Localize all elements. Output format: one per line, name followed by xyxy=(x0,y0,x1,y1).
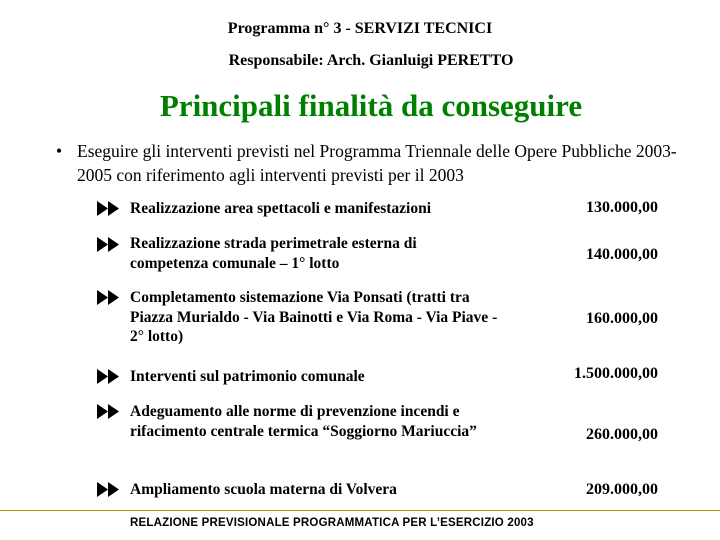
program-header: Programma n° 3 - SERVIZI TECNICI xyxy=(227,20,493,37)
item-amount: 209.000,00 xyxy=(586,481,658,498)
double-arrow-right-icon xyxy=(97,369,119,384)
bullet-dot: • xyxy=(56,141,63,161)
double-arrow-right-icon xyxy=(97,482,119,497)
item-amount: 140.000,00 xyxy=(586,246,658,263)
double-arrow-right-icon xyxy=(97,201,119,216)
responsible-header: Responsabile: Arch. Gianluigi PERETTO xyxy=(228,52,514,69)
intro-text: Eseguire gli interventi previsti nel Programma Triennale delle Opere Pubbliche 2003-2005 con riferimento agli interventi previsti per il 2003 xyxy=(77,141,677,185)
double-arrow-right-icon xyxy=(97,404,119,419)
double-arrow-right-icon xyxy=(97,237,119,252)
item-label: Realizzazione strada perimetrale esterna di competenza comunale – 1° lotto xyxy=(130,235,417,272)
item-label: Completamento sistemazione Via Ponsati (tratti tra Piazza Murialdo - Via Bainotti e Via Roma - Via Piave - 2° lotto) xyxy=(130,289,498,345)
intro-bullet xyxy=(56,139,696,187)
item-label: Adeguamento alle norme di prevenzione incendi e rifacimento centrale termica “Soggiorno Mariuccia” xyxy=(130,403,477,440)
item-amount: 260.000,00 xyxy=(586,426,658,443)
item-amount: 1.500.000,00 xyxy=(574,365,658,382)
item-label: Ampliamento scuola materna di Volvera xyxy=(130,481,397,498)
item-amount: 160.000,00 xyxy=(586,310,658,327)
item-amount: 130.000,00 xyxy=(586,199,658,216)
double-arrow-right-icon xyxy=(97,290,119,305)
footer-divider xyxy=(0,510,720,511)
item-label: Realizzazione area spettacoli e manifestazioni xyxy=(130,200,432,217)
page-title: Principali finalità da conseguire xyxy=(159,88,583,123)
footer-text: RELAZIONE PREVISIONALE PROGRAMMATICA PER L’ESERCIZIO 2003 xyxy=(130,517,534,529)
item-label: Interventi sul patrimonio comunale xyxy=(130,368,365,385)
